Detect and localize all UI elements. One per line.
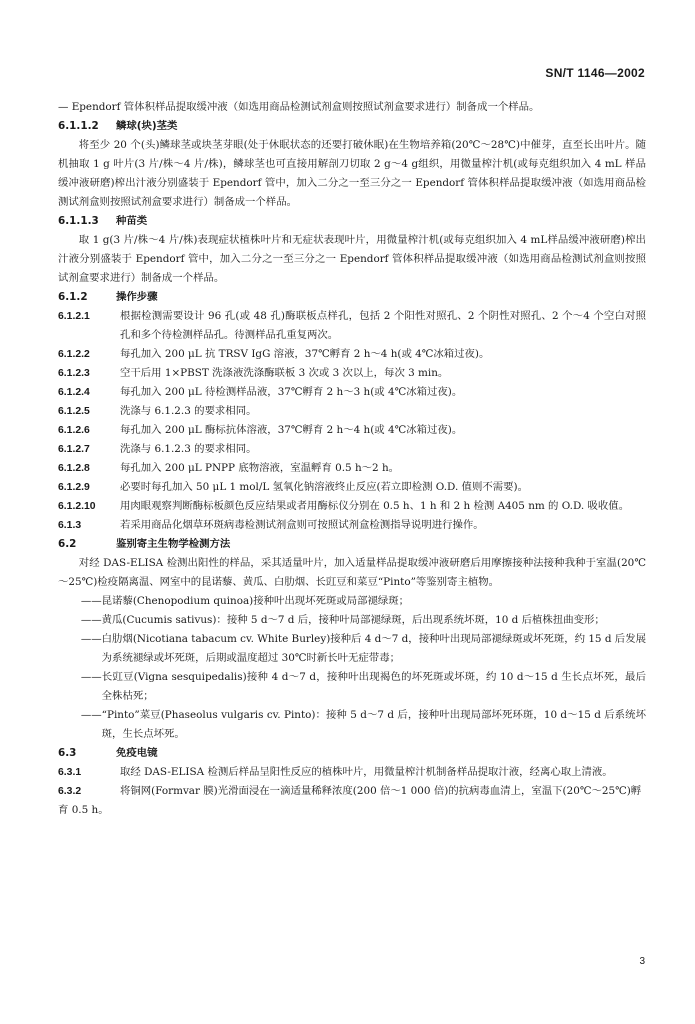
step-text: 将铜网(Formvar 膜)光滑面浸在一滴适量稀释浓度(200 倍～1 000 倍)的抗病毒血清上，室温下(20℃～25℃)孵育 0.5 h。 — [58, 785, 642, 816]
step-item — [58, 478, 646, 497]
step-text: 每孔加入 200 μL 待检测样品液，37℃孵育 2 h～3 h(或 4℃冰箱过夜)。 — [120, 386, 463, 398]
section-number: 6.1.2 — [58, 291, 88, 303]
step-text: 洗涤与 6.1.2.3 的要求相同。 — [120, 443, 257, 455]
paragraph-6-2: 对经 DAS-ELISA 检测出阳性的样品，采其适量叶片，加入适量样品提取缓冲液研磨后用摩擦接种法接种我种于室温(20℃～25℃)检疫隔离温、网室中的昆诺藜、黄瓜、白肋烟、长豇豆和菜豆“Pinto”等鉴别寄主植物。 — [58, 557, 646, 588]
step-number: 6.1.2.2 — [58, 349, 90, 360]
step-item — [58, 345, 646, 364]
host-plant-item: ——“Pinto”菜豆(Phaseolus vulgaris cv. Pinto)：接种 5 d～7 d 后，接种叶出现局部坏死环斑，10 d～15 d 后系统坏斑，生长点坏死。 — [80, 709, 646, 740]
step-number: 6.1.2.9 — [58, 482, 90, 493]
paragraph-6-1-1-2: 将至少 20 个(头)鳞球茎或块茎芽眼(处于休眠状态的还要打破休眠)在生物培养箱(20℃～28℃)中催芽，直至长出叶片。随机抽取 1 g 叶片(3 片/株～4 片/株)，鳞球茎也可直接用解剖刀切取 2 g～4 g组织，用微量榨汁机(或每克组织加入 4 mL 样品缓冲液研磨)榨出汁液分别盛装于 Ependorf 管中，加入二分之一至三分之一 Ependorf 管体积样品提取缓冲液（如选用商品检测试剂盒则按照试剂盒要求进行）制备成一个样品。 — [58, 139, 646, 208]
step-text: 每孔加入 200 μL PNPP 底物溶液，室温孵育 0.5 h～2 h。 — [120, 462, 400, 474]
step-item-6-1-3 — [58, 516, 646, 535]
step-item — [58, 459, 646, 478]
step-text: 用肉眼观察判断酶标板颜色反应结果或者用酶标仪分别在 0.5 h、1 h 和 2 h 检测 A405 nm 的 O.D. 吸收值。 — [120, 500, 630, 512]
step-text: 若采用商品化烟草环斑病毒检测试剂盒则可按照试剂盒检测指导说明进行操作。 — [120, 519, 484, 531]
step-number: 6.1.2.1 — [58, 311, 90, 322]
section-title: 鳞球(块)茎类 — [116, 120, 178, 132]
host-plant-item: ——长豇豆(Vigna sesquipedalis)接种 4 d～7 d，接种叶出现褐色的坏死斑或坏斑，约 10 d～15 d 生长点坏死，最后全株枯死； — [80, 671, 646, 702]
step-item — [58, 421, 646, 440]
step-number: 6.3.1 — [58, 767, 82, 778]
step-number: 6.1.2.5 — [58, 406, 90, 417]
step-item — [58, 497, 646, 516]
step-text: 每孔加入 200 μL 抗 TRSV IgG 溶液，37℃孵育 2 h～4 h(或 4℃冰箱过夜)。 — [120, 348, 490, 360]
section-title: 操作步骤 — [116, 291, 158, 303]
step-item-6-3-1 — [58, 763, 646, 782]
section-number: 6.1.1.2 — [58, 120, 99, 132]
step-text: 每孔加入 200 μL 酶标抗体溶液，37℃孵育 2 h～4 h(或 4℃冰箱过夜)。 — [120, 424, 463, 436]
step-item — [58, 383, 646, 402]
step-text: 取经 DAS-ELISA 检测后样品呈阳性反应的植株叶片，用微量榨汁机制备样品提取汁液，经离心取上清液。 — [120, 766, 613, 778]
section-title: 免疫电镜 — [116, 747, 158, 759]
step-number: 6.1.2.8 — [58, 463, 90, 474]
section-heading-6-3 — [58, 744, 646, 763]
step-text: 根据检测需要设计 96 孔(或 48 孔)酶联板点样孔，包括 2 个阳性对照孔、2 个阴性对照孔、2 个～4 个空白对照孔和多个待检测样品孔。待测样品孔重复两次。 — [120, 310, 646, 341]
section-number: 6.3 — [58, 747, 77, 759]
document-body — [58, 98, 646, 820]
section-heading-6-1-1-3 — [58, 212, 646, 231]
standard-number: SN/T 1146—2002 — [545, 66, 645, 80]
section-heading-6-2 — [58, 535, 646, 554]
host-plant-item: ——昆诺藜(Chenopodium quinoa)接种叶出现坏死斑或局部褪绿斑； — [80, 595, 410, 607]
section-title: 鉴别寄主生物学检测方法 — [116, 538, 231, 550]
step-number: 6.1.2.3 — [58, 368, 90, 379]
host-plant-item: ——黄瓜(Cucumis sativus)：接种 5 d～7 d 后，接种叶局部褪绿斑，后出现系统坏斑，10 d 后植株扭曲变形； — [80, 614, 605, 626]
step-number: 6.1.2.10 — [58, 501, 96, 512]
section-heading-6-1-1-2 — [58, 117, 646, 136]
continued-paragraph: — Ependorf 管体积样品提取缓冲液（如选用商品检测试剂盒则按照试剂盒要求进行）制备成一个样品。 — [58, 101, 540, 113]
section-heading-6-1-2 — [58, 288, 646, 307]
paragraph-6-1-1-3: 取 1 g(3 片/株～4 片/株)表现症状植株叶片和无症状表现叶片，用微量榨汁机(或每克组织加入 4 mL样品缓冲液研磨)榨出汁液分别盛装于 Ependorf 管中，加入二分之一至三分之一 Ependorf 管体积样品提取缓冲液（如选用商品检测试剂盒则按照试剂盒要求进行）制备成一个样品。 — [58, 234, 646, 284]
host-plant-item: ——白肋烟(Nicotiana tabacum cv. White Burley)接种后 4 d～7 d，接种叶出现局部褪绿斑或坏死斑，约 15 d 后发展为系统褪绿或坏死斑，后期或温度超过 30℃时新长叶无症带毒； — [80, 633, 646, 664]
step-number: 6.1.2.6 — [58, 425, 90, 436]
section-number: 6.2 — [58, 538, 77, 550]
step-number: 6.1.2.4 — [58, 387, 90, 398]
step-number: 6.1.2.7 — [58, 444, 90, 455]
section-title: 种苗类 — [116, 215, 148, 227]
section-number: 6.1.1.3 — [58, 215, 99, 227]
step-item — [58, 402, 646, 421]
step-text: 洗涤与 6.1.2.3 的要求相同。 — [120, 405, 257, 417]
step-text: 空干后用 1×PBST 洗涤液洗涤酶联板 3 次或 3 次以上，每次 3 min。 — [120, 367, 449, 379]
step-item — [58, 307, 646, 345]
step-item — [58, 440, 646, 459]
step-item-6-3-2 — [58, 782, 646, 820]
step-text: 必要时每孔加入 50 μL 1 mol/L 氢氧化钠溶液终止反应(若立即检测 O.D. 值则不需要)。 — [120, 481, 528, 493]
step-item — [58, 364, 646, 383]
page-number: 3 — [639, 956, 645, 967]
step-number: 6.3.2 — [58, 786, 82, 797]
step-number: 6.1.3 — [58, 520, 82, 531]
